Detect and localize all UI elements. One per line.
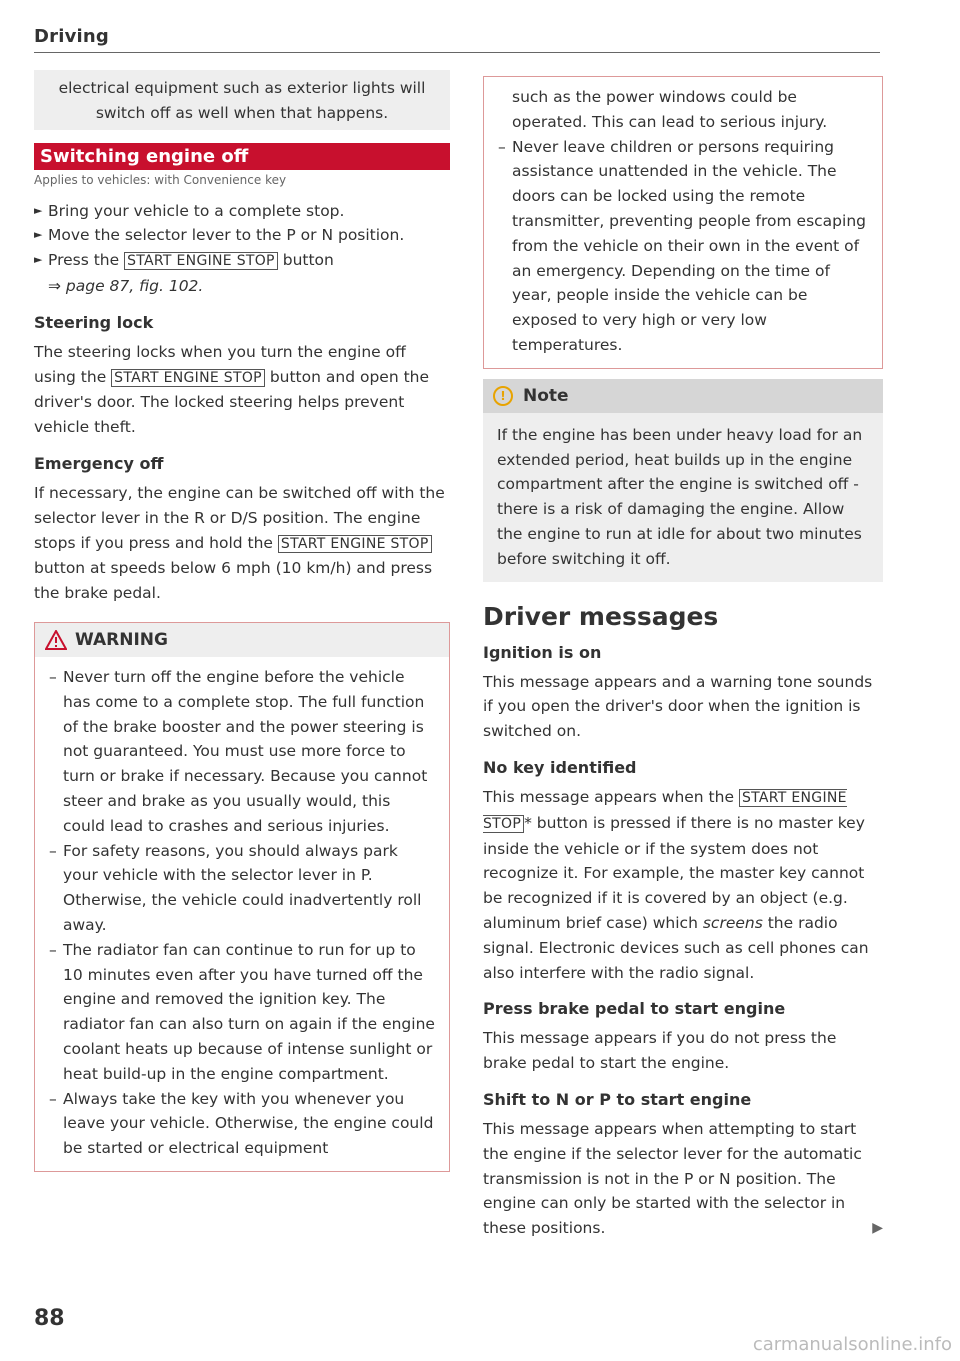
triangle-bullet-icon: ►	[34, 228, 43, 242]
note-box	[483, 379, 883, 582]
steps-list	[34, 199, 450, 274]
section-title: Switching engine off	[34, 143, 450, 170]
triangle-bullet-icon: ►	[34, 253, 43, 267]
warning-list	[498, 135, 868, 358]
warning-item: – Never leave children or persons requiring assistance unattended in the vehicle. The doors can be locked using the remote transmitter, preventing people from escaping from the vehicle on their own in the event of an emergency. Depending on the time of year, people inside the vehicle can be exposed to very high or very low temperatures.	[498, 137, 866, 354]
ignition-heading: Ignition is on	[483, 642, 602, 662]
warning-title: WARNING	[75, 629, 168, 650]
brake-heading: Press brake pedal to start engine	[483, 999, 786, 1019]
chapter-header: Driving	[34, 26, 109, 47]
step-item: ► Press the START ENGINE STOP button	[34, 248, 450, 274]
note-header	[483, 379, 883, 413]
steering-lock-text: The steering locks when you turn the engine off using the START ENGINE STOP button and open the driver's door. The locked steering helps prevent vehicle theft.	[34, 342, 430, 437]
warning-item: – The radiator fan can continue to run for up to 10 minutes even after you have turned off the engine and removed the ignition key. The radiator fan can also turn on again if the engine coolant heats up because of intense sunlight or heat build-up in the engine compartment.	[49, 940, 435, 1083]
note-info-icon: !	[493, 386, 513, 406]
applies-note: Applies to vehicles: with Convenience key	[34, 172, 287, 187]
no-key-heading: No key identified	[483, 757, 637, 777]
header-divider	[34, 52, 880, 53]
warning-list	[49, 665, 435, 1161]
intro-box	[34, 70, 450, 130]
start-engine-stop-label: START ENGINE STOP	[124, 252, 278, 270]
start-engine-stop-label: START ENGINE STOP	[483, 789, 847, 832]
warning-item: – Never turn off the engine before the vehicle has come to a complete stop. The full function of the brake booster and the power steering is not guaranteed. You must use more force to turn or brake if necessary. Because you cannot steer and brake as you usually would, this could lead to crashes and serious injuries.	[49, 667, 428, 835]
warning-triangle-icon	[45, 630, 67, 650]
note-text: If the engine has been under heavy load for an extended period, heat builds up in the engine compartment after the engine is switched off - there is a risk of damaging the engine. Allow the engine to run at idle for about two minutes before switching it off.	[497, 425, 863, 568]
page-number: 88	[34, 1306, 65, 1331]
warning-body	[35, 657, 449, 1171]
start-engine-stop-label: START ENGINE STOP	[278, 535, 432, 553]
note-body	[483, 413, 883, 582]
start-engine-stop-label: START ENGINE STOP	[111, 369, 265, 387]
warning-item: – Always take the key with you whenever you leave your vehicle. Otherwise, the engine could be started or electrical equipment	[49, 1089, 434, 1158]
step-item: ► Move the selector lever to the P or N position.	[34, 223, 450, 248]
shift-text: This message appears when attempting to start the engine if the selector lever for the automatic transmission is not in the P or N position. The engine can only be started with the selector in these positions. ▶	[483, 1117, 883, 1241]
driver-messages-heading: Driver messages	[483, 601, 719, 631]
warning-continuation	[483, 76, 883, 369]
watermark: carmanualsonline.info	[752, 1334, 952, 1355]
shift-heading: Shift to N or P to start engine	[483, 1089, 752, 1109]
emergency-off-heading: Emergency off	[34, 453, 164, 473]
warning-header	[35, 623, 449, 657]
warning-item: – For safety reasons, you should always park your vehicle with the selector lever in P. Otherwise, the vehicle could inadvertently roll away.	[49, 841, 422, 934]
no-key-text: This message appears when the START ENGINE STOP * button is pressed if there is no master key inside the vehicle or if the system does not recognize it. For example, the master key cannot be recognized if it is covered by an object (e.g. aluminum brief case) which screens the radio signal. Electronic devices such as cell phones can also interfere with the radio signal.	[483, 787, 869, 982]
triangle-bullet-icon: ►	[34, 203, 43, 217]
page-reference-link[interactable]: ⇒ page 87, fig. 102.	[48, 276, 204, 295]
warning-cont-text: such as the power windows could be operated. This can lead to serious injury.	[512, 88, 828, 131]
right-column	[483, 70, 883, 1245]
left-column	[34, 70, 450, 1172]
brake-text: This message appears if you do not press the brake pedal to start the engine.	[483, 1029, 837, 1073]
warning-box	[34, 622, 450, 1172]
continue-arrow-icon: ▶	[872, 1220, 883, 1237]
steering-lock-heading: Steering lock	[34, 312, 154, 332]
intro-text: electrical equipment such as exterior lights will switch off as well when that happens.	[58, 79, 426, 122]
step-item: ► Bring your vehicle to a complete stop.	[34, 199, 450, 224]
ignition-text: This message appears and a warning tone sounds if you open the driver's door when the ignition is switched on.	[483, 672, 873, 741]
note-title: Note	[523, 385, 569, 406]
emergency-off-text: If necessary, the engine can be switched off with the selector lever in the R or D/S position. The engine stops if you press and hold the START ENGINE STOP button at speeds below 6 mph (10 km/h) and press the brake pedal.	[34, 483, 445, 603]
